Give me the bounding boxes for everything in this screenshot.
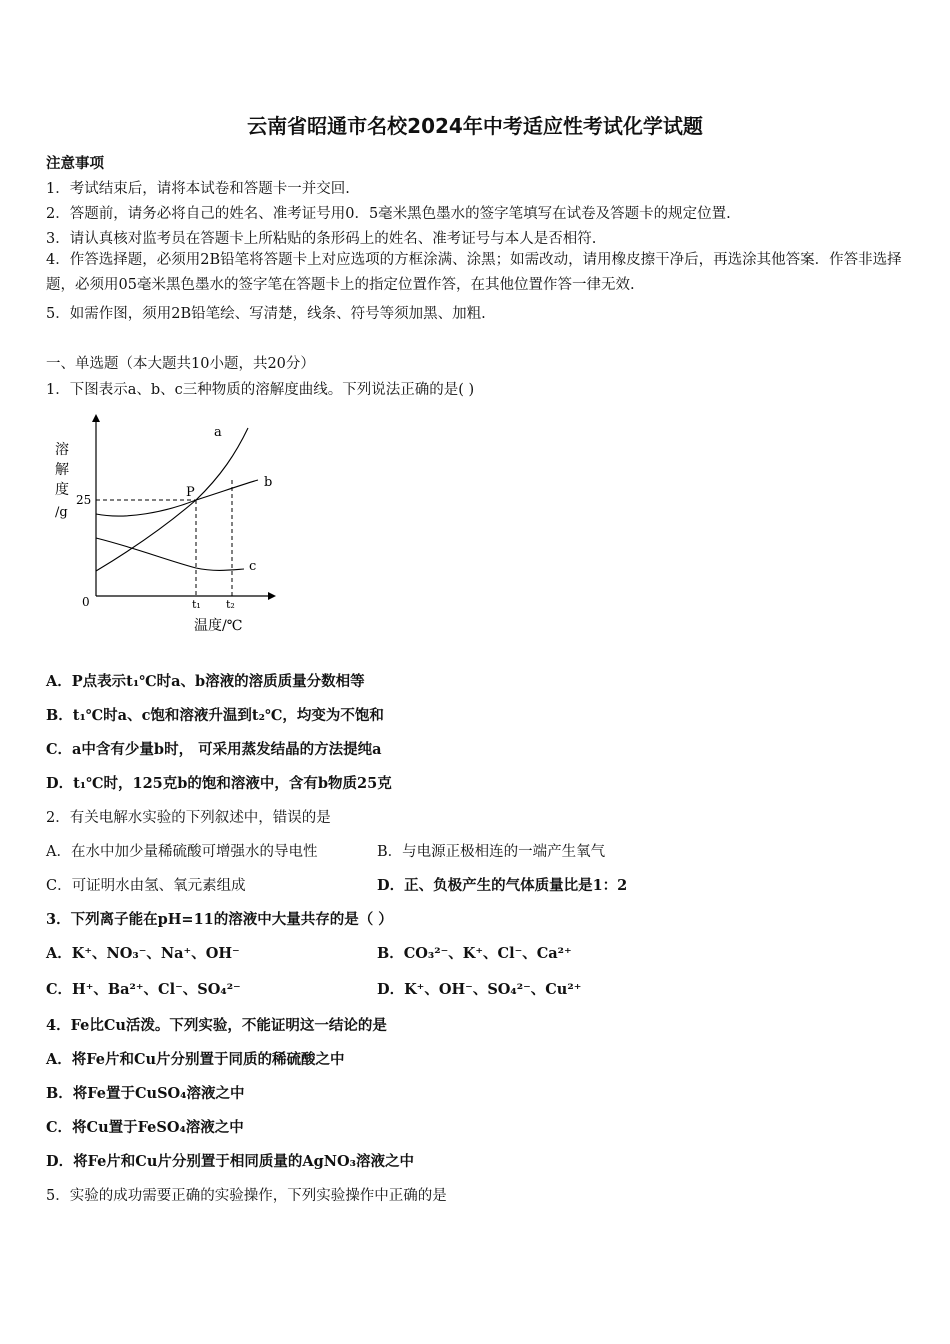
q1-option: A．P点表示t₁℃时a、b溶液的溶质质量分数相等 [46, 673, 365, 690]
q4-option: D．将Fe片和Cu片分别置于相同质量的AgNO₃溶液之中 [46, 1153, 415, 1170]
q3-option: D．K⁺、OH⁻、SO₄²⁻、Cu²⁺ [377, 981, 582, 998]
x-tick-label: t₂ [226, 598, 235, 611]
question-1-stem: 1．下图表示a、b、c三种物质的溶解度曲线。下列说法正确的是( ) [46, 382, 475, 398]
xlabel: 温度/℃ [194, 618, 243, 634]
notice-heading: 注意事项 [46, 155, 104, 172]
q1-option: C．a中含有少量b时， 可采用蒸发结晶的方法提纯a [46, 741, 382, 758]
q3-option: B．CO₃²⁻、K⁺、Cl⁻、Ca²⁺ [377, 945, 572, 962]
y-axis-arrow [92, 414, 100, 422]
ylabel-char: /g [55, 505, 68, 520]
q1-option: D．t₁℃时，125克b的饱和溶液中，含有b物质25克 [46, 775, 392, 792]
curve-c [96, 538, 244, 570]
question-3-stem: 3．下列离子能在pH=11的溶液中大量共存的是（ ） [46, 911, 393, 928]
notice-item: 4．作答选择题，必须用2B铅笔将答题卡上对应选项的方框涂满、涂黑；如需改动，请用橡皮擦干净后，再选涂其他答案．作答非选择题，必须用05毫米黑色墨水的签字笔在答题卡上的指定位置作答，在其他位置作答一律无效. [46, 252, 902, 293]
q4-option: A．将Fe片和Cu片分别置于同质的稀硫酸之中 [46, 1051, 345, 1068]
x-axis-arrow [268, 592, 276, 600]
page-title: 云南省昭通市名校2024年中考适应性考试化学试题 [247, 114, 703, 138]
point-label: P [186, 485, 195, 500]
curve-b [96, 480, 258, 516]
question-4-stem: 4．Fe比Cu活泼。下列实验，不能证明这一结论的是 [46, 1017, 387, 1034]
question-5-stem: 5．实验的成功需要正确的实验操作，下列实验操作中正确的是 [46, 1188, 447, 1204]
notice-item: 5．如需作图，须用2B铅笔绘、写清楚，线条、符号等须加黑、加粗. [46, 306, 486, 322]
notice-item: 3．请认真核对监考员在答题卡上所粘贴的条形码上的姓名、准考证号与本人是否相符. [46, 231, 597, 247]
q3-option: A．K⁺、NO₃⁻、Na⁺、OH⁻ [46, 945, 240, 962]
q3-option: C．H⁺、Ba²⁺、Cl⁻、SO₄²⁻ [46, 981, 241, 998]
q4-option: B．将Fe置于CuSO₄溶液之中 [46, 1085, 245, 1102]
solubility-chart [46, 408, 286, 636]
curve-label-b: b [264, 475, 273, 490]
q2-option: B．与电源正极相连的一端产生氧气 [377, 844, 606, 860]
question-2-stem: 2．有关电解水实验的下列叙述中，错误的是 [46, 810, 331, 826]
q4-option: C．将Cu置于FeSO₄溶液之中 [46, 1119, 244, 1136]
ylabel-char: 度 [55, 482, 69, 498]
notice-item: 2．答题前，请务必将自己的姓名、准考证号用0．5毫米黑色墨水的签字笔填写在试卷及答题卡的规定位置. [46, 206, 731, 222]
curve-label-a: a [214, 425, 222, 440]
curve-label-c: c [249, 559, 257, 574]
q2-option: D．正、负极产生的气体质量比是1：2 [377, 877, 628, 894]
section-heading: 一、单选题（本大题共10小题，共20分） [46, 356, 315, 372]
ylabel-char: 溶 [55, 442, 69, 458]
origin-label: 0 [82, 595, 90, 609]
q2-option: C．可证明水由氢、氧元素组成 [46, 878, 246, 894]
q1-option: B．t₁℃时a、c饱和溶液升温到t₂℃，均变为不饱和 [46, 707, 384, 724]
x-tick-label: t₁ [192, 598, 201, 611]
q2-option: A．在水中加少量稀硫酸可增强水的导电性 [46, 844, 318, 860]
notice-item: 1．考试结束后，请将本试卷和答题卡一并交回. [46, 181, 350, 197]
y-tick-label: 25 [76, 493, 92, 507]
ylabel-char: 解 [55, 462, 69, 478]
